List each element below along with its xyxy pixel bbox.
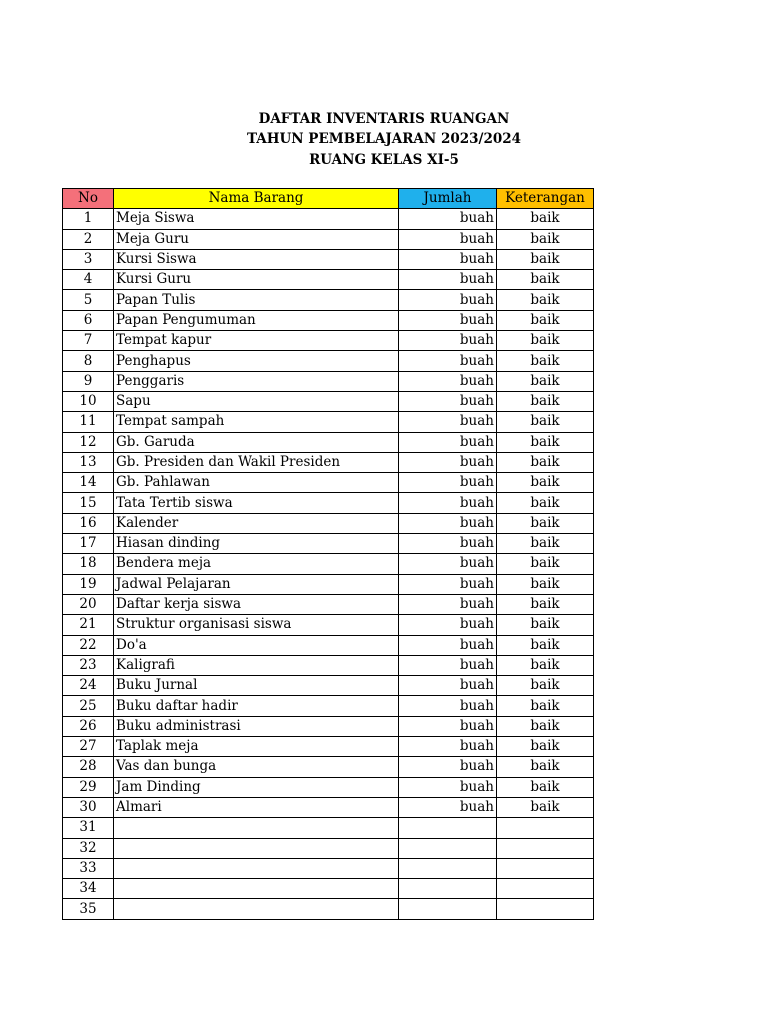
cell-jumlah: buah [399, 676, 497, 696]
cell-jumlah: buah [399, 696, 497, 716]
cell-keterangan: baik [497, 594, 594, 614]
cell-jumlah: buah [399, 716, 497, 736]
cell-keterangan: baik [497, 716, 594, 736]
table-row [63, 757, 594, 777]
header-no: No [63, 189, 114, 209]
table-row [63, 879, 594, 899]
cell-nama-barang: Buku Jurnal [114, 676, 399, 696]
table-row [63, 554, 594, 574]
cell-keterangan: baik [497, 452, 594, 472]
cell-nama-barang: Kaligrafi [114, 655, 399, 675]
cell-nama-barang: Do'a [114, 635, 399, 655]
table-row [63, 777, 594, 797]
cell-nama-barang: Bendera meja [114, 554, 399, 574]
cell-jumlah: buah [399, 615, 497, 635]
cell-keterangan: baik [497, 249, 594, 269]
document-subtitle-room: RUANG KELAS XI-5 [309, 152, 459, 168]
cell-no: 17 [63, 534, 114, 554]
cell-keterangan: baik [497, 757, 594, 777]
cell-keterangan [497, 838, 594, 858]
table-row [63, 432, 594, 452]
cell-keterangan [497, 879, 594, 899]
cell-jumlah: buah [399, 473, 497, 493]
table-row [63, 473, 594, 493]
cell-no: 22 [63, 635, 114, 655]
table-row [63, 696, 594, 716]
cell-no: 25 [63, 696, 114, 716]
cell-jumlah: buah [399, 635, 497, 655]
cell-no: 18 [63, 554, 114, 574]
cell-keterangan: baik [497, 209, 594, 229]
cell-no: 19 [63, 574, 114, 594]
table-row [63, 818, 594, 838]
document-title: DAFTAR INVENTARIS RUANGAN [258, 111, 510, 127]
cell-jumlah: buah [399, 513, 497, 533]
cell-jumlah: buah [399, 594, 497, 614]
cell-no: 3 [63, 249, 114, 269]
document-subtitle-year: TAHUN PEMBELAJARAN 2023/2024 [246, 131, 522, 147]
cell-jumlah: buah [399, 574, 497, 594]
cell-jumlah: buah [399, 310, 497, 330]
cell-nama-barang [114, 838, 399, 858]
table-row [63, 513, 594, 533]
cell-jumlah: buah [399, 493, 497, 513]
cell-nama-barang: Taplak meja [114, 737, 399, 757]
header-nama-barang: Nama Barang [114, 189, 399, 209]
table-row [63, 452, 594, 472]
table-row [63, 655, 594, 675]
cell-no: 7 [63, 331, 114, 351]
cell-jumlah [399, 879, 497, 899]
cell-no: 35 [63, 899, 114, 919]
cell-nama-barang: Vas dan bunga [114, 757, 399, 777]
cell-jumlah [399, 858, 497, 878]
table-row [63, 412, 594, 432]
table-body [63, 209, 594, 919]
cell-nama-barang: Struktur organisasi siswa [114, 615, 399, 635]
table-row [63, 310, 594, 330]
cell-keterangan: baik [497, 270, 594, 290]
cell-jumlah: buah [399, 290, 497, 310]
cell-no: 16 [63, 513, 114, 533]
cell-nama-barang [114, 818, 399, 838]
cell-nama-barang [114, 879, 399, 899]
cell-no: 33 [63, 858, 114, 878]
table-row [63, 858, 594, 878]
cell-keterangan: baik [497, 432, 594, 452]
cell-keterangan: baik [497, 473, 594, 493]
cell-no: 27 [63, 737, 114, 757]
cell-nama-barang: Buku daftar hadir [114, 696, 399, 716]
cell-no: 21 [63, 615, 114, 635]
cell-nama-barang: Gb. Presiden dan Wakil Presiden [114, 452, 399, 472]
cell-nama-barang: Papan Pengumuman [114, 310, 399, 330]
cell-nama-barang: Tempat sampah [114, 412, 399, 432]
cell-jumlah: buah [399, 432, 497, 452]
cell-nama-barang: Daftar kerja siswa [114, 594, 399, 614]
cell-nama-barang: Kursi Siswa [114, 249, 399, 269]
cell-jumlah: buah [399, 452, 497, 472]
cell-jumlah: buah [399, 534, 497, 554]
cell-no: 12 [63, 432, 114, 452]
table-row [63, 899, 594, 919]
table-row [63, 290, 594, 310]
cell-jumlah: buah [399, 391, 497, 411]
cell-no: 2 [63, 229, 114, 249]
cell-no: 13 [63, 452, 114, 472]
cell-nama-barang [114, 858, 399, 878]
cell-nama-barang: Meja Siswa [114, 209, 399, 229]
cell-no: 20 [63, 594, 114, 614]
cell-keterangan: baik [497, 391, 594, 411]
cell-no: 31 [63, 818, 114, 838]
cell-no: 24 [63, 676, 114, 696]
cell-no: 8 [63, 351, 114, 371]
cell-keterangan: baik [497, 797, 594, 817]
cell-jumlah: buah [399, 249, 497, 269]
table-row [63, 594, 594, 614]
cell-no: 1 [63, 209, 114, 229]
cell-jumlah [399, 899, 497, 919]
cell-jumlah: buah [399, 757, 497, 777]
cell-nama-barang: Almari [114, 797, 399, 817]
cell-keterangan: baik [497, 229, 594, 249]
cell-jumlah: buah [399, 209, 497, 229]
cell-no: 15 [63, 493, 114, 513]
table-row [63, 391, 594, 411]
table-row [63, 209, 594, 229]
cell-no: 4 [63, 270, 114, 290]
table-row [63, 797, 594, 817]
cell-keterangan: baik [497, 635, 594, 655]
cell-jumlah: buah [399, 655, 497, 675]
cell-no: 28 [63, 757, 114, 777]
cell-keterangan: baik [497, 574, 594, 594]
cell-no: 23 [63, 655, 114, 675]
cell-keterangan [497, 818, 594, 838]
cell-keterangan [497, 858, 594, 878]
cell-nama-barang: Penggaris [114, 371, 399, 391]
cell-jumlah: buah [399, 371, 497, 391]
table-row [63, 615, 594, 635]
table-row [63, 249, 594, 269]
cell-keterangan [497, 899, 594, 919]
cell-jumlah [399, 818, 497, 838]
cell-nama-barang: Jadwal Pelajaran [114, 574, 399, 594]
table-header-row [63, 189, 594, 209]
table-row [63, 493, 594, 513]
table-row [63, 838, 594, 858]
cell-nama-barang: Gb. Garuda [114, 432, 399, 452]
cell-keterangan: baik [497, 310, 594, 330]
table-row [63, 574, 594, 594]
table-row [63, 737, 594, 757]
table-row [63, 229, 594, 249]
inventory-table [62, 188, 594, 920]
header-keterangan: Keterangan [497, 189, 594, 209]
cell-keterangan: baik [497, 351, 594, 371]
cell-no: 5 [63, 290, 114, 310]
cell-nama-barang: Penghapus [114, 351, 399, 371]
cell-nama-barang: Kalender [114, 513, 399, 533]
cell-jumlah: buah [399, 554, 497, 574]
table-row [63, 635, 594, 655]
cell-no: 11 [63, 412, 114, 432]
cell-no: 34 [63, 879, 114, 899]
cell-no: 30 [63, 797, 114, 817]
cell-nama-barang: Tata Tertib siswa [114, 493, 399, 513]
cell-keterangan: baik [497, 737, 594, 757]
cell-jumlah: buah [399, 331, 497, 351]
cell-keterangan: baik [497, 331, 594, 351]
table-row [63, 351, 594, 371]
cell-jumlah: buah [399, 229, 497, 249]
cell-nama-barang: Tempat kapur [114, 331, 399, 351]
cell-keterangan: baik [497, 290, 594, 310]
cell-no: 26 [63, 716, 114, 736]
cell-keterangan: baik [497, 615, 594, 635]
cell-keterangan: baik [497, 676, 594, 696]
cell-jumlah: buah [399, 270, 497, 290]
cell-keterangan: baik [497, 696, 594, 716]
cell-keterangan: baik [497, 412, 594, 432]
cell-nama-barang: Gb. Pahlawan [114, 473, 399, 493]
cell-nama-barang: Meja Guru [114, 229, 399, 249]
table-row [63, 331, 594, 351]
cell-jumlah: buah [399, 777, 497, 797]
cell-nama-barang: Sapu [114, 391, 399, 411]
cell-nama-barang [114, 899, 399, 919]
cell-jumlah [399, 838, 497, 858]
cell-no: 29 [63, 777, 114, 797]
cell-keterangan: baik [497, 371, 594, 391]
cell-jumlah: buah [399, 797, 497, 817]
cell-nama-barang: Jam Dinding [114, 777, 399, 797]
cell-no: 14 [63, 473, 114, 493]
cell-no: 9 [63, 371, 114, 391]
cell-nama-barang: Kursi Guru [114, 270, 399, 290]
cell-keterangan: baik [497, 534, 594, 554]
cell-nama-barang: Papan Tulis [114, 290, 399, 310]
cell-keterangan: baik [497, 513, 594, 533]
header-jumlah: Jumlah [399, 189, 497, 209]
cell-jumlah: buah [399, 412, 497, 432]
cell-no: 32 [63, 838, 114, 858]
table-row [63, 676, 594, 696]
cell-keterangan: baik [497, 655, 594, 675]
cell-jumlah: buah [399, 737, 497, 757]
cell-no: 6 [63, 310, 114, 330]
cell-nama-barang: Hiasan dinding [114, 534, 399, 554]
cell-keterangan: baik [497, 554, 594, 574]
cell-keterangan: baik [497, 777, 594, 797]
table-row [63, 371, 594, 391]
table-row [63, 270, 594, 290]
table-row [63, 534, 594, 554]
table-row [63, 716, 594, 736]
cell-nama-barang: Buku administrasi [114, 716, 399, 736]
cell-keterangan: baik [497, 493, 594, 513]
cell-no: 10 [63, 391, 114, 411]
cell-jumlah: buah [399, 351, 497, 371]
